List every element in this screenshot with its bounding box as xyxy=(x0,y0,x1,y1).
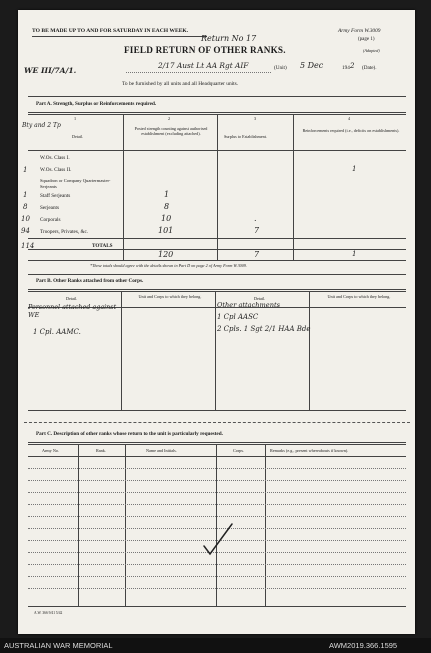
col-reinf-header: Reinforcements required (i.e., deficits on establishments). xyxy=(302,128,400,133)
printer-mark: A.W. 366 9/41 5/42 xyxy=(34,611,63,615)
row-posted-handwritten: 1 xyxy=(164,190,170,199)
totals-margin-handwritten: 114 xyxy=(21,242,35,250)
part-c-col-rank: Rank. xyxy=(96,448,106,453)
row-label: Squadron or Company Quartermaster-Serjeants xyxy=(40,178,111,189)
check-mark-icon xyxy=(198,520,238,560)
col-3-number: 3 xyxy=(254,116,257,121)
row-margin-handwritten: 10 xyxy=(21,215,30,223)
part-b-left-entry-2: 1 Cpl. AAMC. xyxy=(33,328,81,336)
unit-handwritten: 2/17 Aust Lt AA Rgt AIF xyxy=(158,61,249,70)
part-a-title: Part A. Strength, Surplus or Reinforcements required. xyxy=(36,101,157,107)
row-label: Corporals xyxy=(40,217,61,223)
furnished-note: To be furnished by all units and all Headquarter units. xyxy=(122,81,239,87)
part-b-right-entry-1: Other attachments xyxy=(217,301,280,309)
part-c-col-corps: Corps. xyxy=(233,448,245,453)
part-c-title: Part C. Description of other ranks whose return to the unit is particularly requested. xyxy=(36,431,223,437)
margin-note-handwritten: WE III/7A/1. xyxy=(24,66,77,75)
row-label: Troopers, Privates, &c. xyxy=(40,229,89,235)
footer-accession-number: AWM2019.366.1595 xyxy=(329,641,398,650)
totals-surplus-handwritten: 7 xyxy=(254,250,260,259)
document-page xyxy=(18,10,415,634)
row-label: Staff Serjeants xyxy=(40,193,71,199)
part-b-col-detail-left: Detail. xyxy=(66,296,78,301)
part-c-col-name: Name and Initials. xyxy=(146,448,177,453)
row-margin-handwritten: 1 xyxy=(23,191,28,199)
row-posted-handwritten: 101 xyxy=(158,226,174,235)
row-reinf-handwritten: 1 xyxy=(352,165,357,173)
footer-institution: AUSTRALIAN WAR MEMORIAL xyxy=(4,641,113,650)
part-b-col-unit-right: Unit and Corps to which they belong. xyxy=(327,294,391,299)
page-number: (page 1) xyxy=(358,37,375,42)
part-b-right-entry-3: 2 Cpls. 1 Sgt 2/1 HAA Bde xyxy=(217,325,311,333)
totals-posted-handwritten: 120 xyxy=(158,250,174,259)
row-margin-handwritten: 94 xyxy=(21,227,30,235)
year-prefix: 194 xyxy=(342,65,350,71)
col-2-number: 2 xyxy=(168,116,171,121)
unit-label: (Unit) xyxy=(274,65,287,71)
row-margin-handwritten: 1 xyxy=(23,166,28,174)
adapted-label: (Adapted) xyxy=(363,48,380,53)
col-posted-header: Posted strength counting against authorised establishment (excluding attached). xyxy=(134,126,208,136)
archive-footer xyxy=(0,638,431,653)
date-label: (Date). xyxy=(362,65,377,71)
return-number-handwritten: Return No 17 xyxy=(201,34,257,43)
col-4-number: 4 xyxy=(348,116,351,121)
part-a-footnote: *These totals should agree with the details shown in Part D on page 2 of Army Form W.3009. xyxy=(90,263,247,268)
date-handwritten: 5 Dec xyxy=(300,61,324,70)
row-label: Serjeants xyxy=(40,205,60,211)
part-c-col-remarks: Remarks (e.g., present whereabouts if known). xyxy=(270,448,349,453)
row-label: W.Os. Class I. xyxy=(40,155,70,161)
col-detail-header: Detail. xyxy=(72,134,84,139)
part-b-col-unit-left: Unit and Corps to which they belong. xyxy=(138,294,202,299)
row-margin-handwritten: 8 xyxy=(23,203,28,211)
row-surplus-handwritten: 7 xyxy=(254,226,260,235)
top-instruction: TO BE MADE UP TO AND FOR SATURDAY IN EACH WEEK. xyxy=(32,28,189,34)
form-title: FIELD RETURN OF OTHER RANKS. xyxy=(124,45,286,55)
row-posted-handwritten: 10 xyxy=(161,214,172,223)
totals-reinf-handwritten: 1 xyxy=(352,250,357,258)
row-posted-handwritten: 8 xyxy=(164,202,170,211)
part-b-title: Part B. Other Ranks attached from other Corps. xyxy=(36,278,144,284)
totals-label: TOTALS xyxy=(92,243,113,249)
col-1-number: 1 xyxy=(74,116,77,121)
col-surplus-header: Surplus to Establishment. xyxy=(224,134,267,139)
part-b-col-detail-right: Detail. xyxy=(254,296,266,301)
part-a-margin-handwritten: Bty and 2 Tp xyxy=(22,122,61,129)
part-b-left-entry-1: Personnel attached against WE xyxy=(28,303,117,319)
row-surplus-handwritten: . xyxy=(254,214,257,223)
part-c-col-army-no: Army No. xyxy=(42,448,59,453)
part-b-right-entry-2: 1 Cpl AASC xyxy=(217,313,259,321)
year-handwritten: 2 xyxy=(350,62,355,70)
army-form-number: Army Form W.3009 xyxy=(338,28,381,34)
row-label: W.Os. Class II. xyxy=(40,167,72,173)
